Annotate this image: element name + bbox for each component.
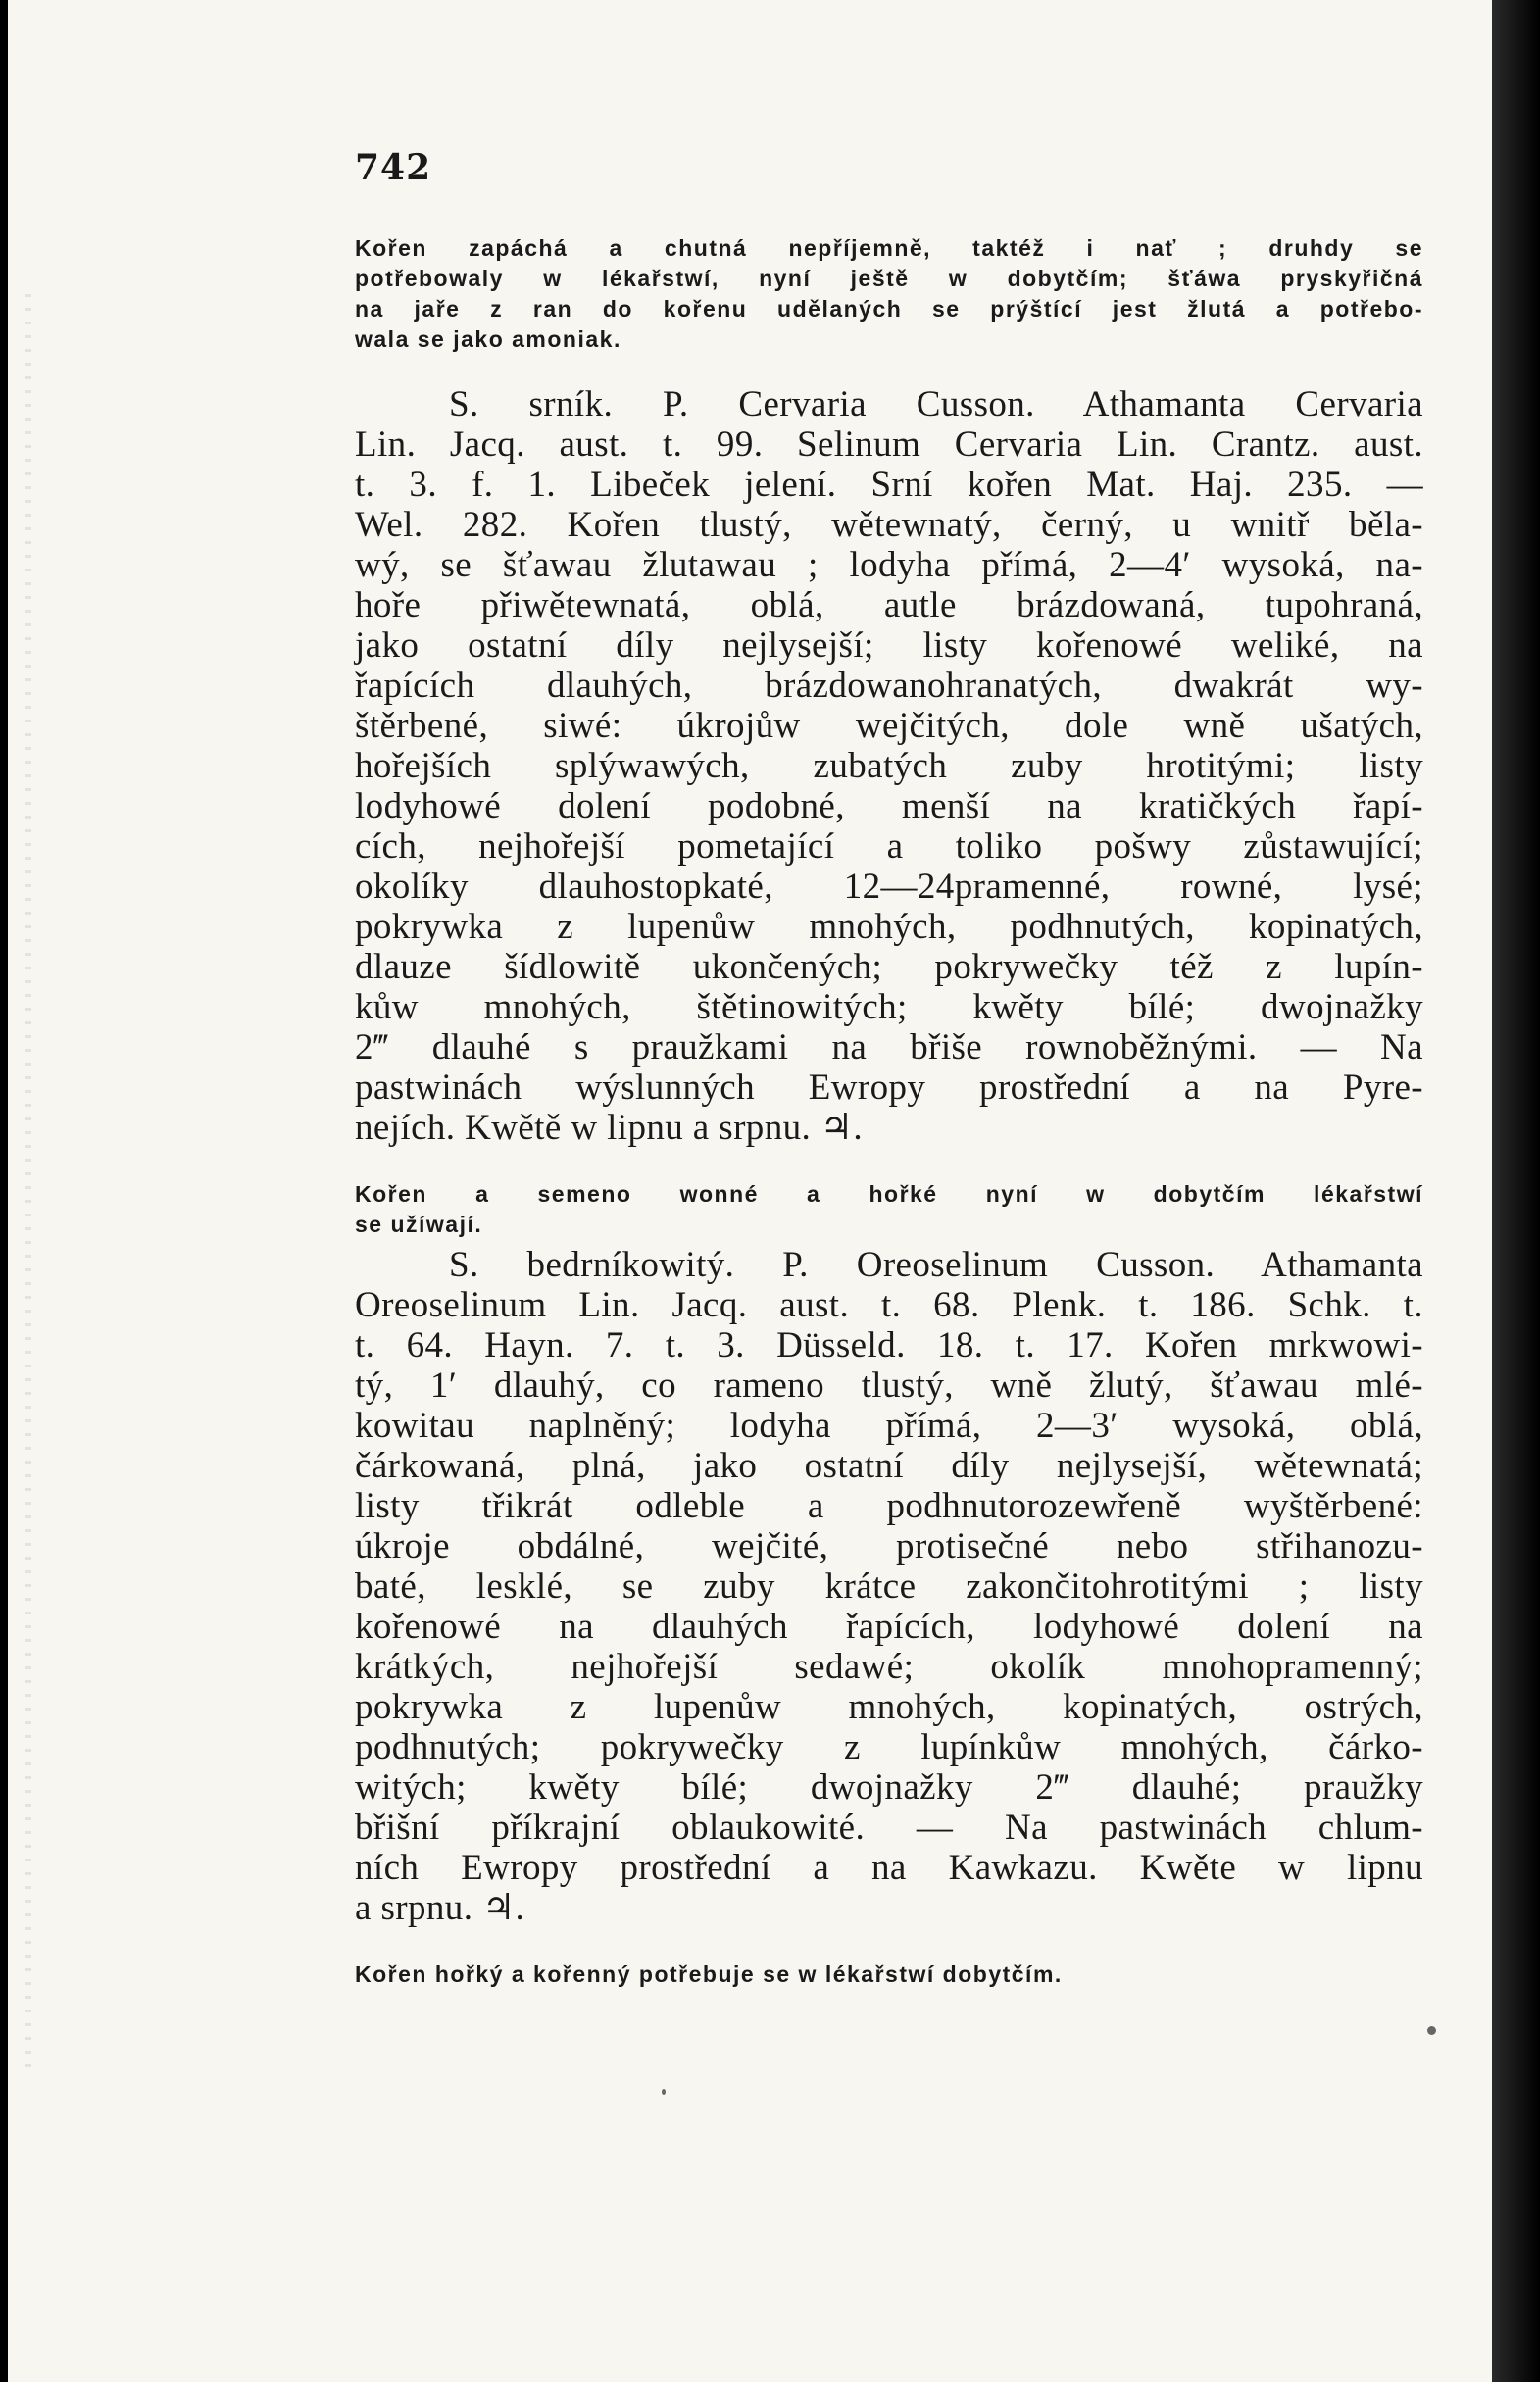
text-line: S. bedrníkowitý. P. Oreoselinum Cusson. Athamanta [449, 1245, 1423, 1285]
binding-shadow [25, 294, 31, 2078]
text-line: t. 64. Hayn. 7. t. 3. Düsseld. 18. t. 17. Kořen mrkwowi- [355, 1325, 1423, 1365]
text-line: wala se jako amoniak. [355, 326, 621, 352]
paragraph-species-cervaria [355, 384, 1423, 1148]
text-line: krátkých, nejhořejší sedawé; okolík mnohopramenný; [355, 1647, 1423, 1687]
text-line: pokrywka z lupenůw mnohých, kopinatých, ostrých, [355, 1687, 1423, 1727]
text-line: Kořen a semeno wonné a hořké nyní w dobytčím lékařstwí [355, 1181, 1423, 1207]
text-line: Wel. 282. Kořen tlustý, wětewnatý, černý, u wnitř běla- [355, 505, 1423, 545]
paragraph-root-note-2 [355, 1179, 1423, 1240]
text-line: pastwinách wýslunných Ewropy prostřední a na Pyre- [355, 1067, 1423, 1108]
text-line: čárkowaná, plná, jako ostatní díly nejlysejší, wětewnatá; [355, 1446, 1423, 1486]
text-line: nejích. Kwětě w lipnu a srpnu. ♃. [355, 1108, 864, 1148]
text-line: Oreoselinum Lin. Jacq. aust. t. 68. Plenk. t. 186. Schk. t. [355, 1285, 1423, 1325]
text-line: se užíwají. [355, 1212, 483, 1237]
text-line: listy třikrát odleble a podhnutorozewřeně wyštěrbené: [355, 1486, 1423, 1526]
text-line: wý, se šťawau žlutawau ; lodyha přímá, 2—4′ wysoká, na- [355, 545, 1423, 585]
text-line: Kořen hořký a kořenný potřebuje se w lékařstwí dobytčím. [355, 1961, 1063, 1987]
text-line: hoře přiwětewnatá, oblá, autle brázdowaná, tupohraná, [355, 585, 1423, 625]
text-line: břišní příkrajní oblaukowité. — Na pastwinách chlum- [355, 1808, 1423, 1848]
text-line: Lin. Jacq. aust. t. 99. Selinum Cervaria Lin. Crantz. aust. [355, 424, 1423, 465]
text-line: cích, nejhořejší pometající a toliko pošwy zůstawující; [355, 826, 1423, 867]
text-line: kowitau naplněný; lodyha přímá, 2—3′ wysoká, oblá, [355, 1406, 1423, 1446]
ink-speck [662, 2089, 666, 2095]
text-line: lodyhowé dolení podobné, menší na kratičkých řapí- [355, 786, 1423, 826]
page-number: 742 [355, 147, 432, 188]
text-line: štěrbené, siwé: úkrojůw wejčitých, dole wně ušatých, [355, 706, 1423, 746]
text-line: na jaře z ran do kořenu udělaných se prýštící jest žlutá a potřebo- [355, 296, 1423, 322]
text-line: Kořen zapáchá a chutná nepříjemně, taktéž i nať ; druhdy se [355, 235, 1423, 261]
text-line: tý, 1′ dlauhý, co rameno tlustý, wně žlutý, šťawau mlé- [355, 1365, 1423, 1406]
text-line: jako ostatní díly nejlysejší; listy kořenowé weliké, na [355, 625, 1423, 666]
text-line: potřebowaly w lékařstwí, nyní ještě w dobytčím; šťáwa pryskyřičná [355, 266, 1423, 291]
text-line: t. 3. f. 1. Libeček jelení. Srní kořen Mat. Haj. 235. — [355, 465, 1423, 505]
text-line: okolíky dlauhostopkaté, 12—24pramenné, rowné, lysé; [355, 867, 1423, 907]
text-line: kořenowé na dlauhých řapících, lodyhowé dolení na [355, 1607, 1423, 1647]
text-line: baté, lesklé, se zuby krátce zakončitohrotitými ; listy [355, 1566, 1423, 1607]
paragraph-species-oreoselinum [355, 1245, 1423, 1928]
text-line: S. srník. P. Cervaria Cusson. Athamanta Cervaria [449, 384, 1423, 424]
ink-speck [1427, 2026, 1436, 2035]
text-line: úkroje obdálné, wejčité, protisečné nebo střihanozu- [355, 1526, 1423, 1566]
text-line: a srpnu. ♃. [355, 1888, 525, 1928]
text-line: podhnutých; pokrywečky z lupínkůw mnohých, čárko- [355, 1727, 1423, 1767]
text-line: witých; kwěty bílé; dwojnažky 2‴ dlauhé; praužky [355, 1767, 1423, 1808]
text-line: kůw mnohých, štětinowitých; kwěty bílé; dwojnažky [355, 987, 1423, 1027]
paragraph-root-note-1 [355, 233, 1423, 355]
text-line: 2‴ dlauhé s praužkami na břiše rownoběžnými. — Na [355, 1027, 1423, 1067]
paragraph-root-note-3 [355, 1960, 1423, 1990]
text-line: ních Ewropy prostřední a na Kawkazu. Kwěte w lipnu [355, 1848, 1423, 1888]
page-edge-shadow [1492, 0, 1540, 2382]
text-line: řapících dlauhých, brázdowanohranatých, dwakrát wy- [355, 666, 1423, 706]
text-line: hořejších splýwawých, zubatých zuby hrotitými; listy [355, 746, 1423, 786]
text-line: pokrywka z lupenůw mnohých, podhnutých, kopinatých, [355, 907, 1423, 947]
text-line: dlauze šídlowitě ukončených; pokrywečky též z lupín- [355, 947, 1423, 987]
